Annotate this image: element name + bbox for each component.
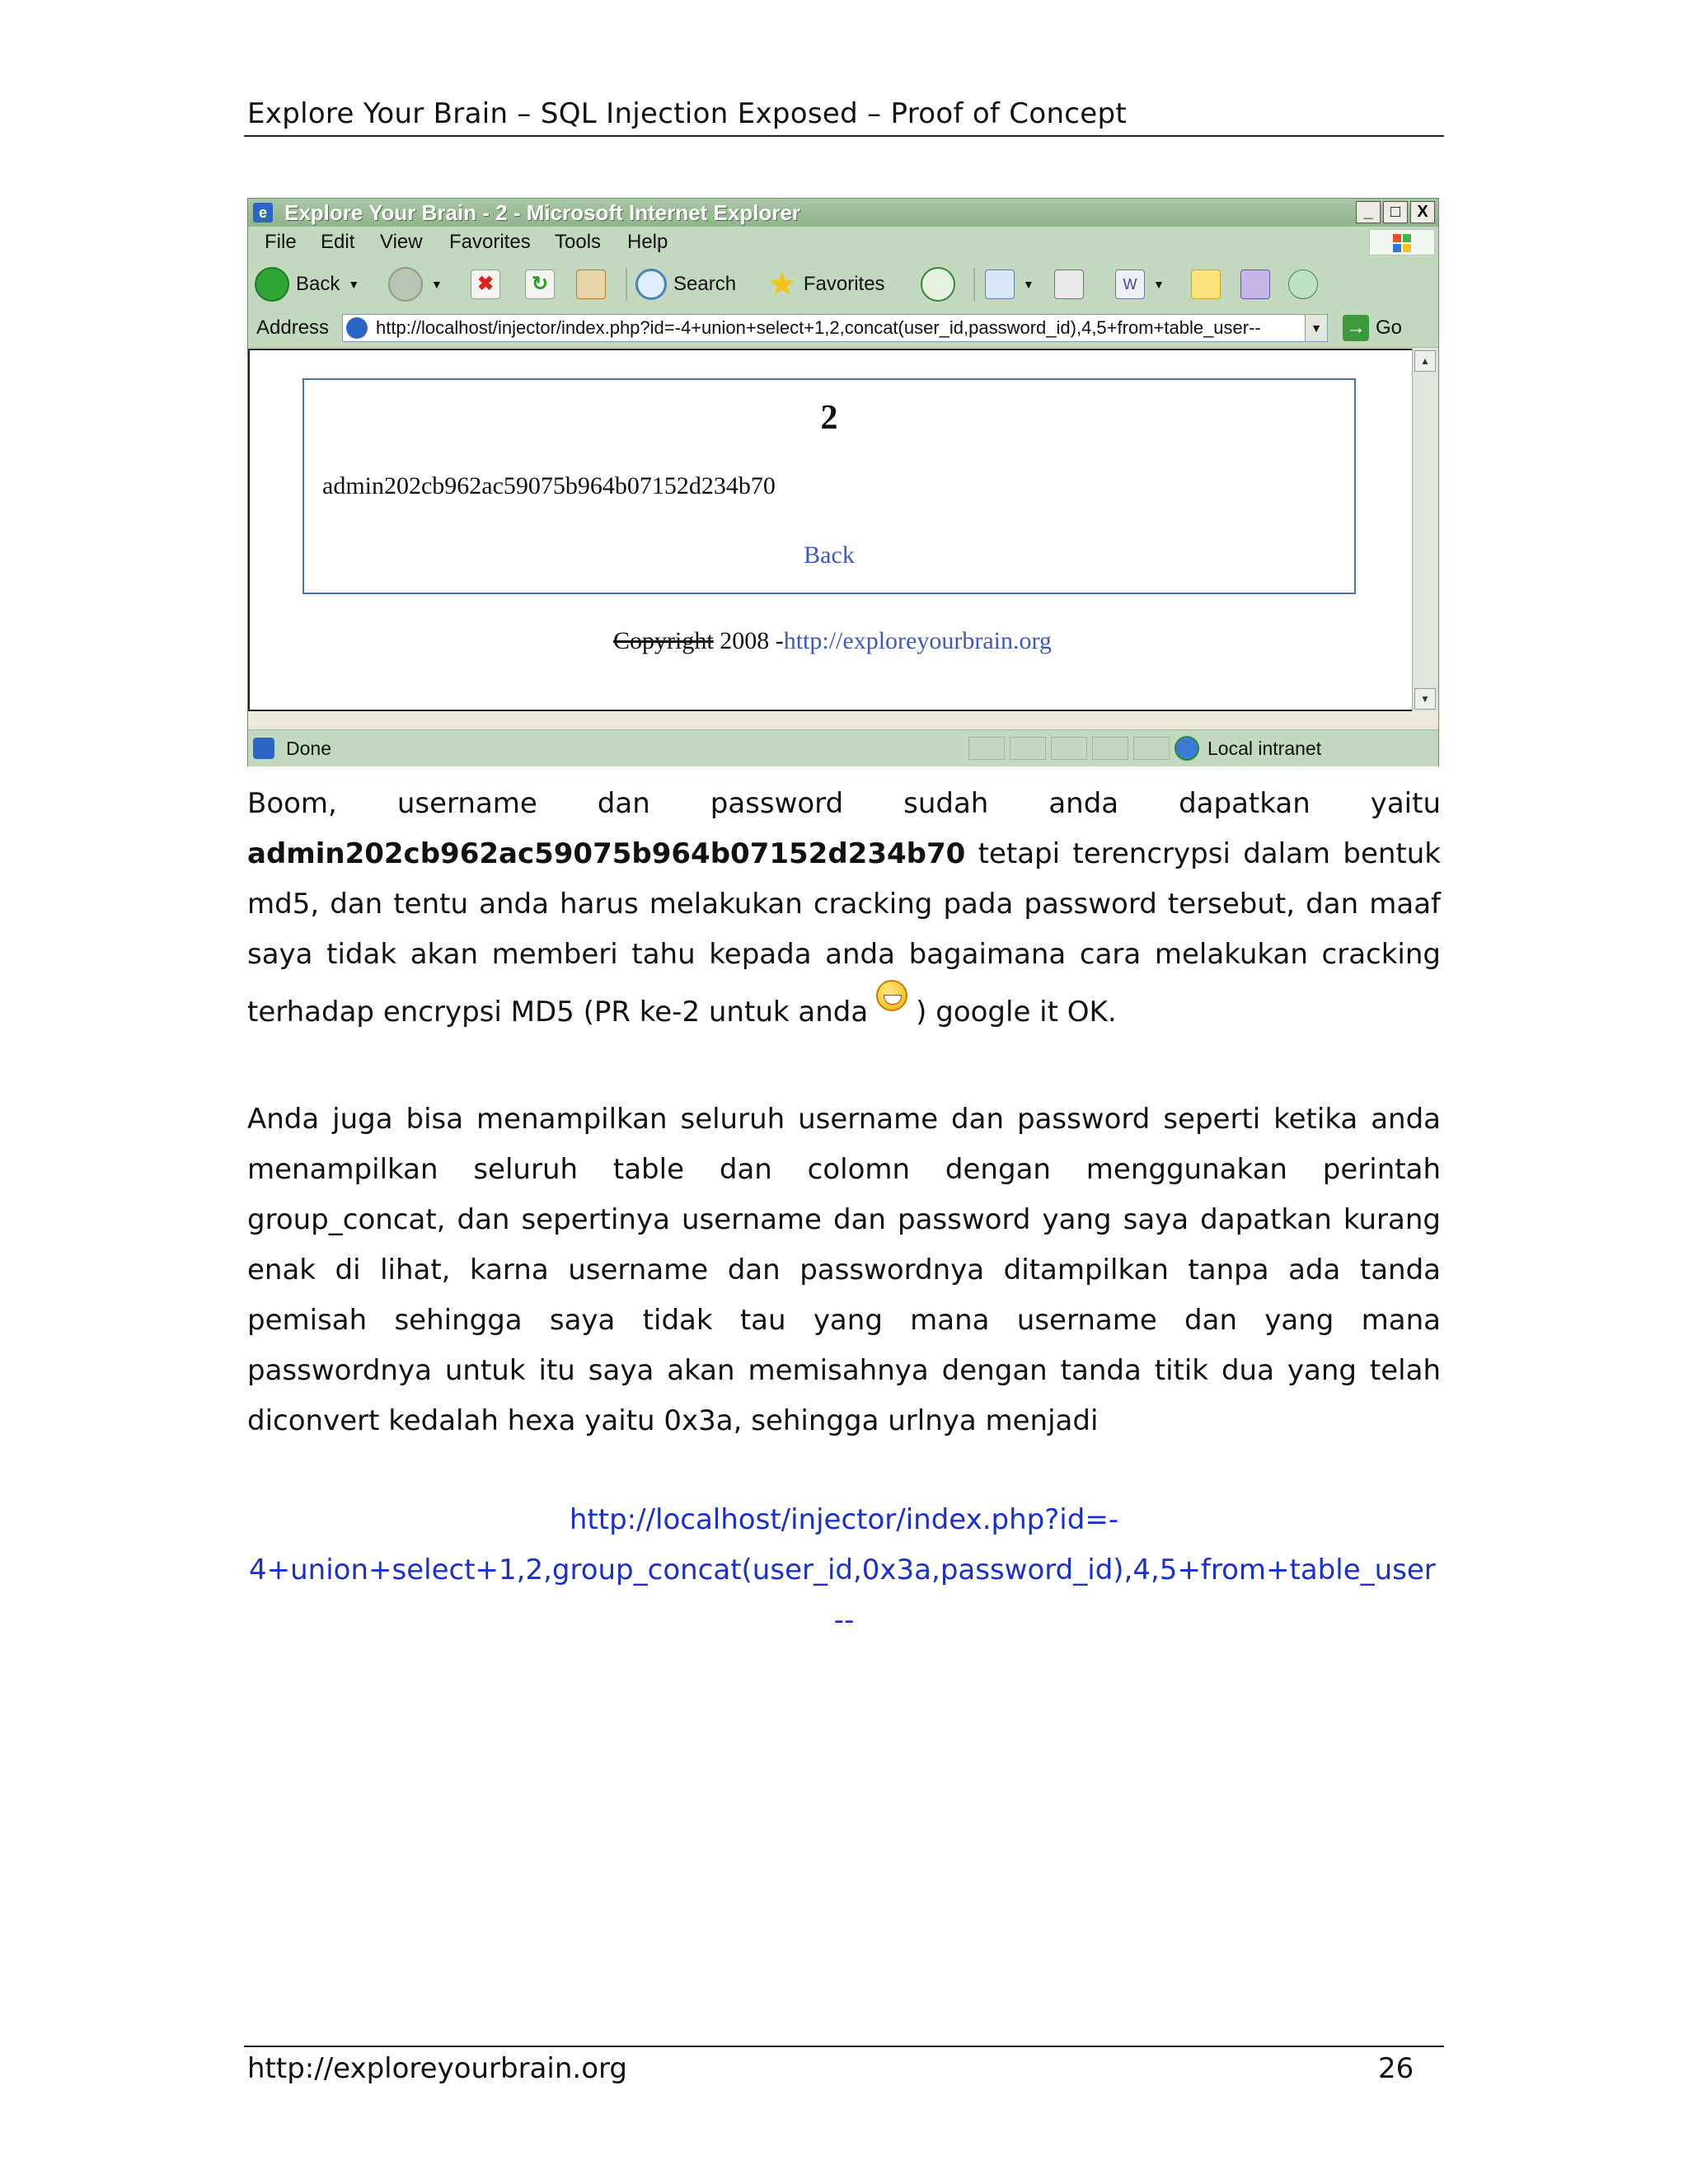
discuss-button[interactable] [1191,266,1221,302]
address-label: Address [256,316,330,339]
status-panel [968,737,1005,760]
footer-rule [244,2046,1444,2047]
result-number: 2 [820,399,838,437]
back-label: Back [296,273,340,295]
status-panel [1010,737,1046,760]
back-link[interactable]: Back [804,541,855,569]
grin-smiley-icon [876,980,907,1011]
search-label: Search [673,273,737,295]
intranet-globe-icon [1175,736,1199,761]
menu-edit[interactable]: Edit [321,231,355,253]
edit-dropdown-icon: ▼ [1153,278,1165,291]
scroll-up-icon[interactable]: ▲ [1414,350,1436,372]
address-input[interactable] [342,314,1328,342]
mail-icon [985,269,1015,299]
status-panel [1133,737,1170,760]
maximize-button[interactable]: □ [1383,201,1408,223]
back-dropdown-icon: ▼ [348,278,360,291]
p1-hash-bold: admin202cb962ac59075b964b07152d234b70 [247,837,966,870]
url-line-3[interactable]: -- [833,1604,855,1637]
p1-start: Boom, username dan password sudah anda dapatkan yaitu [247,787,1441,820]
status-panel [1051,737,1087,760]
footer-page-number: 26 [1378,2052,1414,2085]
status-page-icon [253,738,274,759]
security-zone [1175,730,1321,766]
menu-tools[interactable]: Tools [555,231,602,253]
search-icon [635,269,667,300]
scroll-down-icon[interactable]: ▼ [1414,688,1436,710]
menu-favorites[interactable]: Favorites [449,231,531,253]
home-button[interactable] [576,266,606,302]
result-text: admin202cb962ac59075b964b07152d234b70 [322,472,776,499]
go-button[interactable] [1343,315,1402,341]
copyright-line [250,627,1415,655]
status-text: Done [286,738,331,759]
browser-title-bar [248,199,1438,227]
search-button[interactable] [635,266,736,302]
result-box [302,378,1356,594]
stop-icon: ✖ [471,269,500,299]
copyright-word: Copyright [613,627,714,654]
history-icon [921,267,955,302]
research-icon [1240,269,1270,299]
windows-logo-icon [1369,229,1435,255]
toolbar [248,258,1438,310]
history-button[interactable] [921,266,955,302]
paragraph-1 [247,779,1441,1038]
forward-button[interactable] [388,266,443,302]
toolbar-separator [626,268,627,301]
menu-bar [248,227,1438,259]
favorites-button[interactable] [767,266,885,302]
go-arrow-icon: → [1343,315,1369,341]
print-button[interactable] [1054,266,1084,302]
copyright-link[interactable]: http://exploreyourbrain.org [783,627,1052,654]
url-line-2[interactable]: 4+union+select+1,2,group_concat(user_id,0x3a,password_id),4,5+from+table_user [249,1554,1436,1586]
messenger-icon [1288,269,1318,299]
page-icon [346,317,368,339]
menu-file[interactable]: File [265,231,297,253]
browser-window-title: Explore Your Brain - 2 - Microsoft Internet Explorer [284,200,801,225]
address-url: http://localhost/injector/index.php?id=-4+union+select+1,2,concat(user_id,password_id),4,5+from+table_user-- [376,317,1261,338]
p1-end: ) google it OK. [916,996,1117,1029]
paragraph-2: Anda juga bisa menampilkan seluruh username dan password seperti ketika anda menampilkan seluruh table dan colomn dengan menggunakan perintah group_concat, dan sepertinya username dan password yang saya dapatkan kurang enak di lihat, karna username dan passwordnya ditampilkan tanpa ada tanda pemisah sehingga saya tidak tau yang mana username dan yang mana passwordnya untuk itu saya akan memisahnya dengan tanda titik dua yang telah diconvert kedalah hexa yaitu 0x3a, sehingga urlnya menjadi [247,1103,1441,1437]
favorites-star-icon: ★ [767,266,797,302]
footer-url: http://exploreyourbrain.org [247,2052,627,2085]
edit-button[interactable] [1115,266,1165,302]
back-button[interactable] [255,266,359,302]
print-icon [1054,269,1084,299]
status-bar [248,729,1438,766]
word-edit-icon: W [1115,269,1145,299]
mail-dropdown-icon: ▼ [1023,278,1034,291]
page-header-title: Explore Your Brain – SQL Injection Exposed – Proof of Concept [247,97,1128,130]
research-button[interactable] [1240,266,1270,302]
status-panel [1092,737,1128,760]
address-bar [248,309,1438,348]
stop-button[interactable] [471,266,500,302]
header-rule [244,135,1444,137]
go-label: Go [1376,316,1403,339]
menu-view[interactable]: View [380,231,423,253]
page-viewport [248,349,1414,711]
zone-text: Local intranet [1207,738,1322,759]
window-controls [1356,201,1435,223]
refresh-icon: ↻ [525,269,555,299]
close-button[interactable]: X [1410,201,1435,223]
p1-middle: tetapi terencrypsi dalam bentuk md5, dan tentu anda harus melakukan cracking pada password tersebut, dan maaf saya tidak akan memberi tahu kepada anda bagaimana cara melakukan cracking terhadap encrypsi MD5 (PR ke-2 untuk anda [247,837,1441,1029]
url-line-1[interactable]: http://localhost/injector/index.php?id=- [569,1503,1119,1536]
forward-dropdown-icon: ▼ [431,278,443,291]
vertical-scrollbar[interactable] [1412,349,1438,711]
address-dropdown-icon[interactable]: ▼ [1305,314,1328,342]
messenger-button[interactable] [1288,266,1318,302]
ie-app-icon: e [253,203,273,223]
menu-help[interactable]: Help [627,231,668,253]
forward-arrow-icon [388,267,423,302]
back-arrow-icon [255,267,289,302]
copyright-year: 2008 - [713,627,784,654]
browser-window-screenshot [247,198,1439,766]
favorites-label: Favorites [803,273,885,295]
note-icon [1191,269,1221,299]
mail-button[interactable] [985,266,1034,302]
home-icon [576,269,606,299]
toolbar-separator [973,268,975,301]
refresh-button[interactable] [525,266,555,302]
minimize-button[interactable]: _ [1356,201,1381,223]
